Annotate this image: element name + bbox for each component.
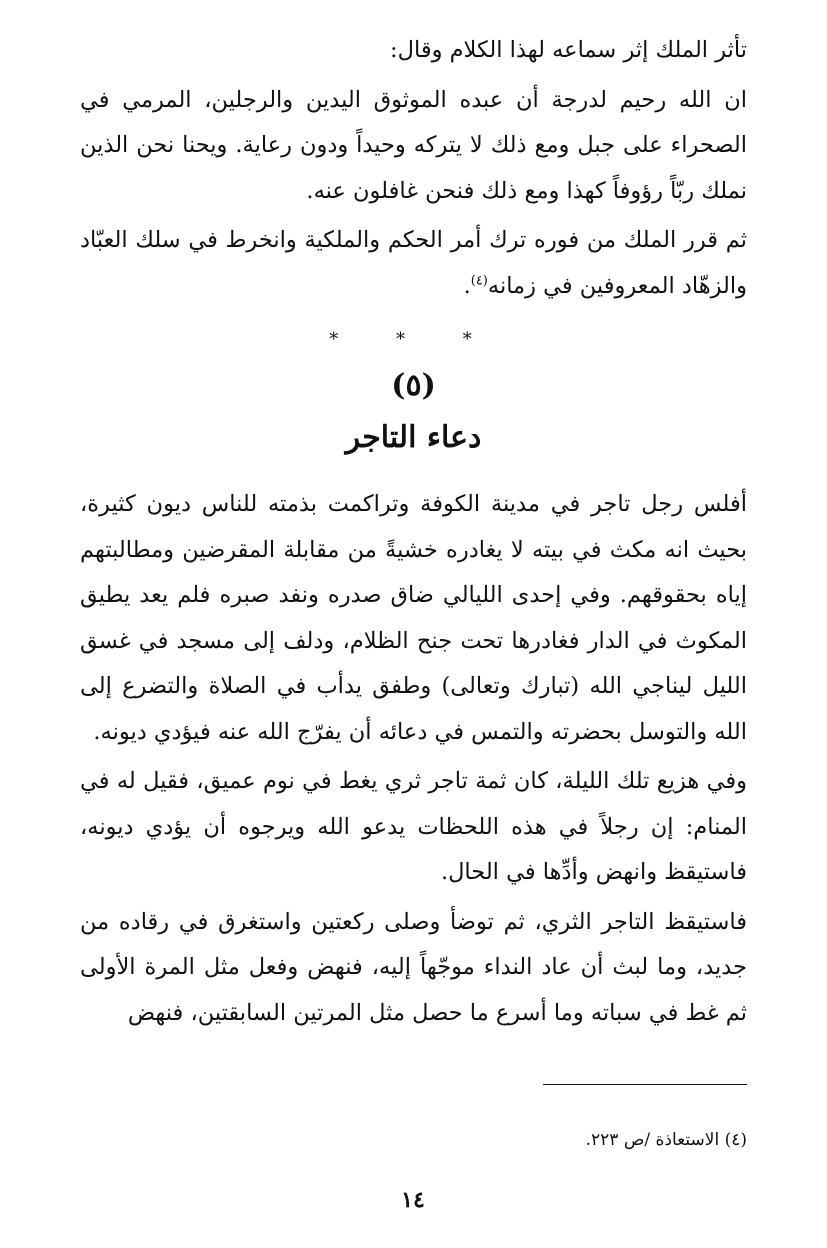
section-paragraph-1: أفلس رجل تاجر في مدينة الكوفة وتراكمت بذمته للناس ديون كثيرة، بحيث انه مكث في بيته لا يغادره خشيةً من مقابلة المقرضين ومطالبتهم إياه بحقوقهم. وفي إحدى الليالي ضاق صدره ونفد صبره فلم يعد يطيق المكوث في الدار فغادرها تحت جنح الظلام، ودلف إلى مسجد في غسق الليل ليناجي الله (تبارك وتعالى) وطفق يدأب في الصلاة والتضرع إلى الله والتوسل بحضرته والتمس في دعائه أن يفرّج الله عنه فيؤدي ديونه. — [80, 491, 747, 745]
paragraph-3-text: ثم قرر الملك من فوره ترك أمر الحكم والملكية وانخرط في سلك العبّاد والزهّاد المعروفين في زمانه — [80, 227, 747, 299]
page-body — [80, 28, 747, 1036]
footnote: (٤) الاستعاذة /ص ٢٢٣. — [585, 1130, 747, 1150]
section-separator: * * * — [329, 329, 498, 350]
paragraph-1: تأثر الملك إثر سماعه لهذا الكلام وقال: — [390, 37, 747, 63]
footnote-reference: (٤) — [470, 273, 488, 288]
section-title: دعاء التاجر — [345, 420, 482, 455]
section-number: (٥) — [391, 368, 436, 403]
footnote-divider — [543, 1084, 747, 1085]
paragraph-2: ان الله رحيم لدرجة أن عبده الموثوق اليدين والرجلين، المرمي في الصحراء على جبل ومع ذلك لا يتركه وحيداً ودون رعاية. ويحنا نحن الذين نملك ربّاً رؤوفاً كهذا ومع ذلك فنحن غافلون عنه. — [80, 86, 747, 204]
section-paragraph-2: وفي هزيع تلك الليلة، كان ثمة تاجر ثري يغط في نوم عميق، فقيل له في المنام: إن رجلاً في هذه اللحظات يدعو الله ويرجوه أن يؤدي ديونه، فاستيقظ وانهض وأدِّها في الحال. — [80, 768, 747, 885]
paragraph-3 — [80, 218, 747, 309]
section-paragraph-3: فاستيقظ التاجر الثري، ثم توضأ وصلى ركعتين واستغرق في رقاده من جديد، وما لبث أن عاد النداء موجّهاً إليه، فنهض وفعل مثل المرة الأولى ثم غط في سباته وما أسرع ما حصل مثل المرتين السابقتين، فنهض — [80, 908, 747, 1026]
sentence-end: . — [463, 272, 471, 299]
page-number: ١٤ — [401, 1187, 425, 1213]
